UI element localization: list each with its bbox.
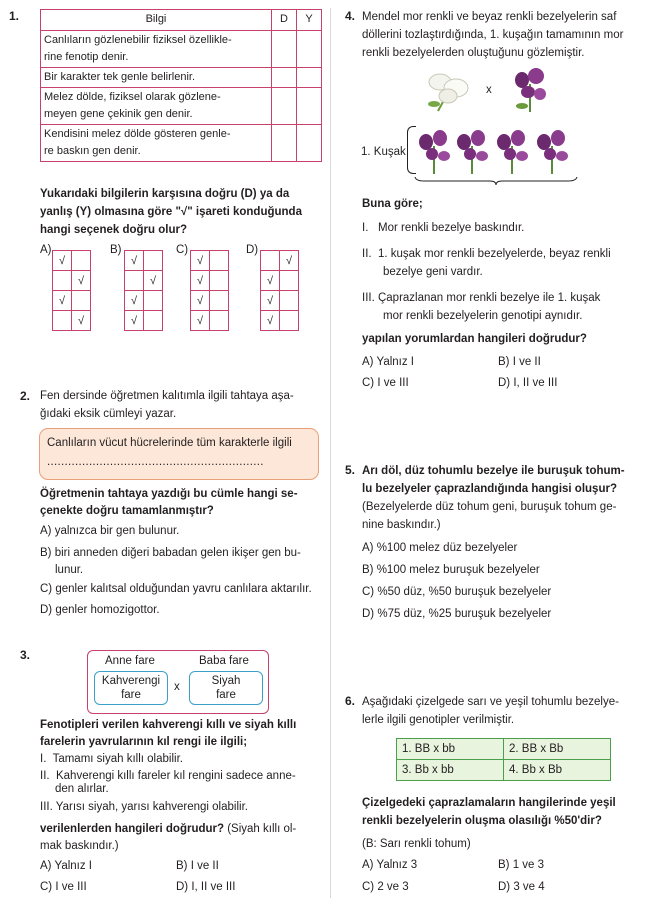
q4-intro-line-2: döllerini tozlaştırdığında, 1. kuşağın tamamının mor	[362, 29, 624, 41]
q5-question-line-1: Arı döl, düz tohumlu bezelye ile buruşuk tohum-	[362, 465, 625, 477]
grid-cell-3-d	[53, 291, 72, 311]
q1-header-bilgi: Bilgi	[41, 10, 272, 31]
grid-cell-2-d	[125, 271, 144, 291]
q6-intro-line-2: lerle ilgili genotipler verilmiştir.	[362, 714, 515, 726]
grid-cell-1-y	[72, 251, 91, 271]
q5-question-line-2: lu bezelyeler çaprazlandığında hangisi oluşur?	[362, 483, 617, 495]
q1-option-b-label[interactable]: B)	[110, 244, 122, 256]
q4-option-b[interactable]: B) I ve II	[498, 356, 541, 368]
q5-note-line-1: (Bezelyelerde düz tohum geni, buruşuk tohum ge-	[362, 501, 617, 513]
q3-ask-line-1: verilenlerden hangileri doğrudur? (Siyah kıllı ol-	[40, 823, 297, 835]
q5-option-a[interactable]: A) %100 melez düz bezelyeler	[362, 542, 518, 554]
q1-option-b-grid[interactable]	[124, 250, 163, 331]
q1-row-3-y-cell[interactable]	[297, 88, 322, 125]
q1-option-c-label[interactable]: C)	[176, 244, 189, 256]
grid-cell-4-d	[261, 311, 280, 331]
q1-row-1-y-cell[interactable]	[297, 31, 322, 68]
grid-cell-4-y	[280, 311, 299, 331]
column-divider	[330, 8, 331, 898]
q3-statement-2: II. Kahverengi kıllı fareler kıl rengini sadece anne-	[40, 770, 296, 782]
grid-cell-3-y	[280, 291, 299, 311]
q3-father-label: Baba fare	[199, 655, 249, 667]
check-mark: √	[77, 274, 85, 287]
q4-intro-line-3: renkli bezelyelerden oluştuğunu gözlemiştir.	[362, 47, 585, 59]
q4-statement-2-cont: bezelye geni vardır.	[383, 266, 483, 278]
check-mark: √	[196, 294, 204, 307]
question-3-number: 3.	[20, 648, 31, 662]
q1-row-4: Kendisini melez dölde gösteren genle- re baskın gen denir.	[41, 125, 272, 162]
q4-statement-2: II. 1. kuşak mor renkli bezelyelerde, beyaz renkli	[362, 248, 611, 260]
q4-ask: yapılan yorumlardan hangileri doğrudur?	[362, 333, 587, 345]
grid-cell-3-d	[191, 291, 210, 311]
question-1-number: 1.	[9, 9, 20, 23]
q2-sentence-box	[39, 428, 319, 480]
q1-option-d-grid[interactable]	[260, 250, 299, 331]
check-mark: √	[196, 274, 204, 287]
q5-option-c[interactable]: C) %50 düz, %50 buruşuk bezelyeler	[362, 586, 552, 598]
grid-cell-2-y	[210, 271, 229, 291]
grid-cell-3-d	[125, 291, 144, 311]
q1-question-line-2: yanlış (Y) olmasına göre "√" işareti konduğunda	[40, 206, 302, 218]
q6-cell-4: 4. Bb x Bb	[504, 760, 611, 781]
grid-cell-2-y	[72, 271, 91, 291]
q6-question-line-1: Çizelgedeki çaprazlamaların hangilerinde yeşil	[362, 797, 616, 809]
q6-genotype-table	[396, 738, 611, 781]
white-pea-flower-image	[426, 68, 474, 112]
grid-cell-1-d	[191, 251, 210, 271]
q5-note-line-2: nine baskındır.)	[362, 519, 441, 531]
q1-row-4-y-cell[interactable]	[297, 125, 322, 162]
q4-according: Buna göre;	[362, 198, 423, 210]
q2-option-a[interactable]: A) yalnızca bir gen bulunur.	[40, 525, 180, 537]
q1-row-1-d-cell[interactable]	[272, 31, 297, 68]
grid-cell-1-d	[125, 251, 144, 271]
q4-option-a[interactable]: A) Yalnız I	[362, 356, 414, 368]
q3-question-line-2: farelerin yavrularının kıl rengi ile ilgili;	[40, 736, 248, 748]
q4-statement-3-cont: mor renkli bezelyelerin genotipi aynıdır.	[383, 310, 583, 322]
q1-row-3: Melez dölde, fiziksel olarak gözlene- meyen gene çekinik gen denir.	[41, 88, 272, 125]
q1-header-y: Y	[297, 10, 322, 31]
grid-cell-1-d	[261, 251, 280, 271]
grid-cell-2-y	[144, 271, 163, 291]
q5-option-d[interactable]: D) %75 düz, %25 buruşuk bezelyeler	[362, 608, 552, 620]
grid-cell-4-y	[210, 311, 229, 331]
q3-question-line-1: Fenotipleri verilen kahverengi kıllı ve siyah kıllı	[40, 719, 297, 731]
q2-option-b-cont[interactable]: lunur.	[55, 564, 84, 576]
q6-option-c[interactable]: C) 2 ve 3	[362, 881, 409, 893]
grid-cell-3-y	[144, 291, 163, 311]
q3-mother-box: Kahverengi fare	[94, 671, 168, 705]
grid-cell-3-y	[72, 291, 91, 311]
q6-option-b[interactable]: B) 1 ve 3	[498, 859, 545, 871]
q4-generation-label: 1. Kuşak	[361, 146, 406, 158]
check-mark: √	[266, 274, 274, 287]
q4-option-d[interactable]: D) I, II ve III	[498, 377, 558, 389]
question-5-number: 5.	[345, 463, 356, 477]
question-2-number: 2.	[20, 389, 31, 403]
check-mark: √	[196, 314, 204, 327]
grid-cell-2-y	[280, 271, 299, 291]
q1-row-2-y-cell[interactable]	[297, 68, 322, 88]
q3-statement-1: I. Tamamı siyah kıllı olabilir.	[40, 753, 183, 765]
q4-cross-sign: x	[486, 84, 492, 96]
check-mark: √	[130, 314, 138, 327]
grid-cell-4-y	[144, 311, 163, 331]
check-mark: √	[149, 274, 157, 287]
q1-row-1: Canlıların gözlenebilir fiziksel özellikle- rine fenotip denir.	[41, 31, 272, 68]
q4-intro-line-1: Mendel mor renkli ve beyaz renkli bezelyelerin saf	[362, 11, 617, 23]
q1-question-line-1: Yukarıdaki bilgilerin karşısına doğru (D) ya da	[40, 188, 290, 200]
q2-option-c[interactable]: C) genler kalıtsal olduğundan yavru canlılara aktarılır.	[40, 583, 312, 595]
check-mark: √	[285, 254, 293, 267]
grid-cell-4-d	[53, 311, 72, 331]
q3-father-box: Siyah fare	[189, 671, 263, 705]
q1-option-a-grid[interactable]	[52, 250, 91, 331]
q6-option-d[interactable]: D) 3 ve 4	[498, 881, 545, 893]
q3-cross-box	[87, 650, 269, 714]
q2-intro-line-1: Fen dersinde öğretmen kalıtımla ilgili tahtaya aşa-	[40, 390, 294, 402]
q2-option-b[interactable]: B) biri anneden diğeri babadan gelen ikişer gen bu-	[40, 547, 301, 559]
q2-box-dots: ..............................................................	[47, 456, 264, 468]
first-generation-flowers-image	[416, 126, 576, 174]
q3-ask-line-2: mak baskındır.)	[40, 840, 119, 852]
q5-option-b[interactable]: B) %100 melez buruşuk bezelyeler	[362, 564, 540, 576]
q2-question-line-1: Öğretmenin tahtaya yazdığı bu cümle hangi se-	[40, 488, 298, 500]
q3-option-c[interactable]: C) I ve III	[40, 881, 87, 893]
question-4-number: 4.	[345, 9, 356, 23]
grid-cell-4-y	[72, 311, 91, 331]
check-mark: √	[196, 254, 204, 267]
q1-info-table	[40, 9, 322, 162]
q6-cell-1: 1. BB x bb	[397, 739, 504, 760]
q6-note: (B: Sarı renkli tohum)	[362, 838, 471, 850]
q2-intro-line-2: ğıdaki eksik cümleyi yazar.	[40, 408, 177, 420]
grid-cell-2-d	[53, 271, 72, 291]
q3-mother-label: Anne fare	[105, 655, 155, 667]
q1-row-2: Bir karakter tek genle belirlenir.	[41, 68, 272, 88]
q1-question-line-3: hangi seçenek doğru olur?	[40, 224, 187, 236]
grid-cell-4-d	[191, 311, 210, 331]
q3-option-a[interactable]: A) Yalnız I	[40, 860, 92, 872]
q6-option-a[interactable]: A) Yalnız 3	[362, 859, 418, 871]
grid-cell-4-d	[125, 311, 144, 331]
q2-option-d[interactable]: D) genler homozigottor.	[40, 604, 160, 616]
grid-cell-1-d	[53, 251, 72, 271]
grid-cell-2-d	[191, 271, 210, 291]
grid-cell-3-d	[261, 291, 280, 311]
grid-cell-1-y	[280, 251, 299, 271]
q1-row-3-d-cell[interactable]	[272, 88, 297, 125]
q4-option-c[interactable]: C) I ve III	[362, 377, 409, 389]
q3-option-d[interactable]: D) I, II ve III	[176, 881, 236, 893]
check-mark: √	[58, 294, 66, 307]
q4-underbrace	[414, 176, 578, 186]
check-mark: √	[266, 294, 274, 307]
check-mark: √	[58, 254, 66, 267]
q6-cell-3: 3. Bb x bb	[397, 760, 504, 781]
q3-option-b[interactable]: B) I ve II	[176, 860, 219, 872]
check-mark: √	[130, 254, 138, 267]
grid-cell-2-d	[261, 271, 280, 291]
q3-cross-sign: x	[174, 681, 180, 693]
check-mark: √	[266, 314, 274, 327]
grid-cell-1-y	[144, 251, 163, 271]
q1-row-2-d-cell[interactable]	[272, 68, 297, 88]
q6-intro-line-1: Aşağıdaki çizelgede sarı ve yeşil tohumlu bezelye-	[362, 696, 619, 708]
check-mark: √	[77, 314, 85, 327]
q1-row-4-d-cell[interactable]	[272, 125, 297, 162]
q3-statement-2-cont: den alırlar.	[55, 783, 109, 795]
question-6-number: 6.	[345, 694, 356, 708]
q2-question-line-2: çenekte doğru tamamlanmıştır?	[40, 505, 214, 517]
q1-option-c-grid[interactable]	[190, 250, 229, 331]
q6-question-line-2: renkli bezelyelerin oluşma olasılığı %50'dir?	[362, 815, 602, 827]
q3-statement-3: III. Yarısı siyah, yarısı kahverengi olabilir.	[40, 801, 248, 813]
q1-option-d-label[interactable]: D)	[246, 244, 259, 256]
grid-cell-1-y	[210, 251, 229, 271]
grid-cell-3-y	[210, 291, 229, 311]
q6-cell-2: 2. BB x Bb	[504, 739, 611, 760]
q4-bracket	[407, 126, 416, 174]
q4-statement-1: I. Mor renkli bezelye baskındır.	[362, 222, 525, 234]
purple-pea-flower-image	[512, 66, 548, 112]
q2-box-text: Canlıların vücut hücrelerinde tüm karakterle ilgili	[47, 437, 292, 449]
q1-header-d: D	[272, 10, 297, 31]
check-mark: √	[130, 294, 138, 307]
q1-option-a-label[interactable]: A)	[40, 244, 52, 256]
q4-statement-3: III. Çaprazlanan mor renkli bezelye ile 1. kuşak	[362, 292, 601, 304]
